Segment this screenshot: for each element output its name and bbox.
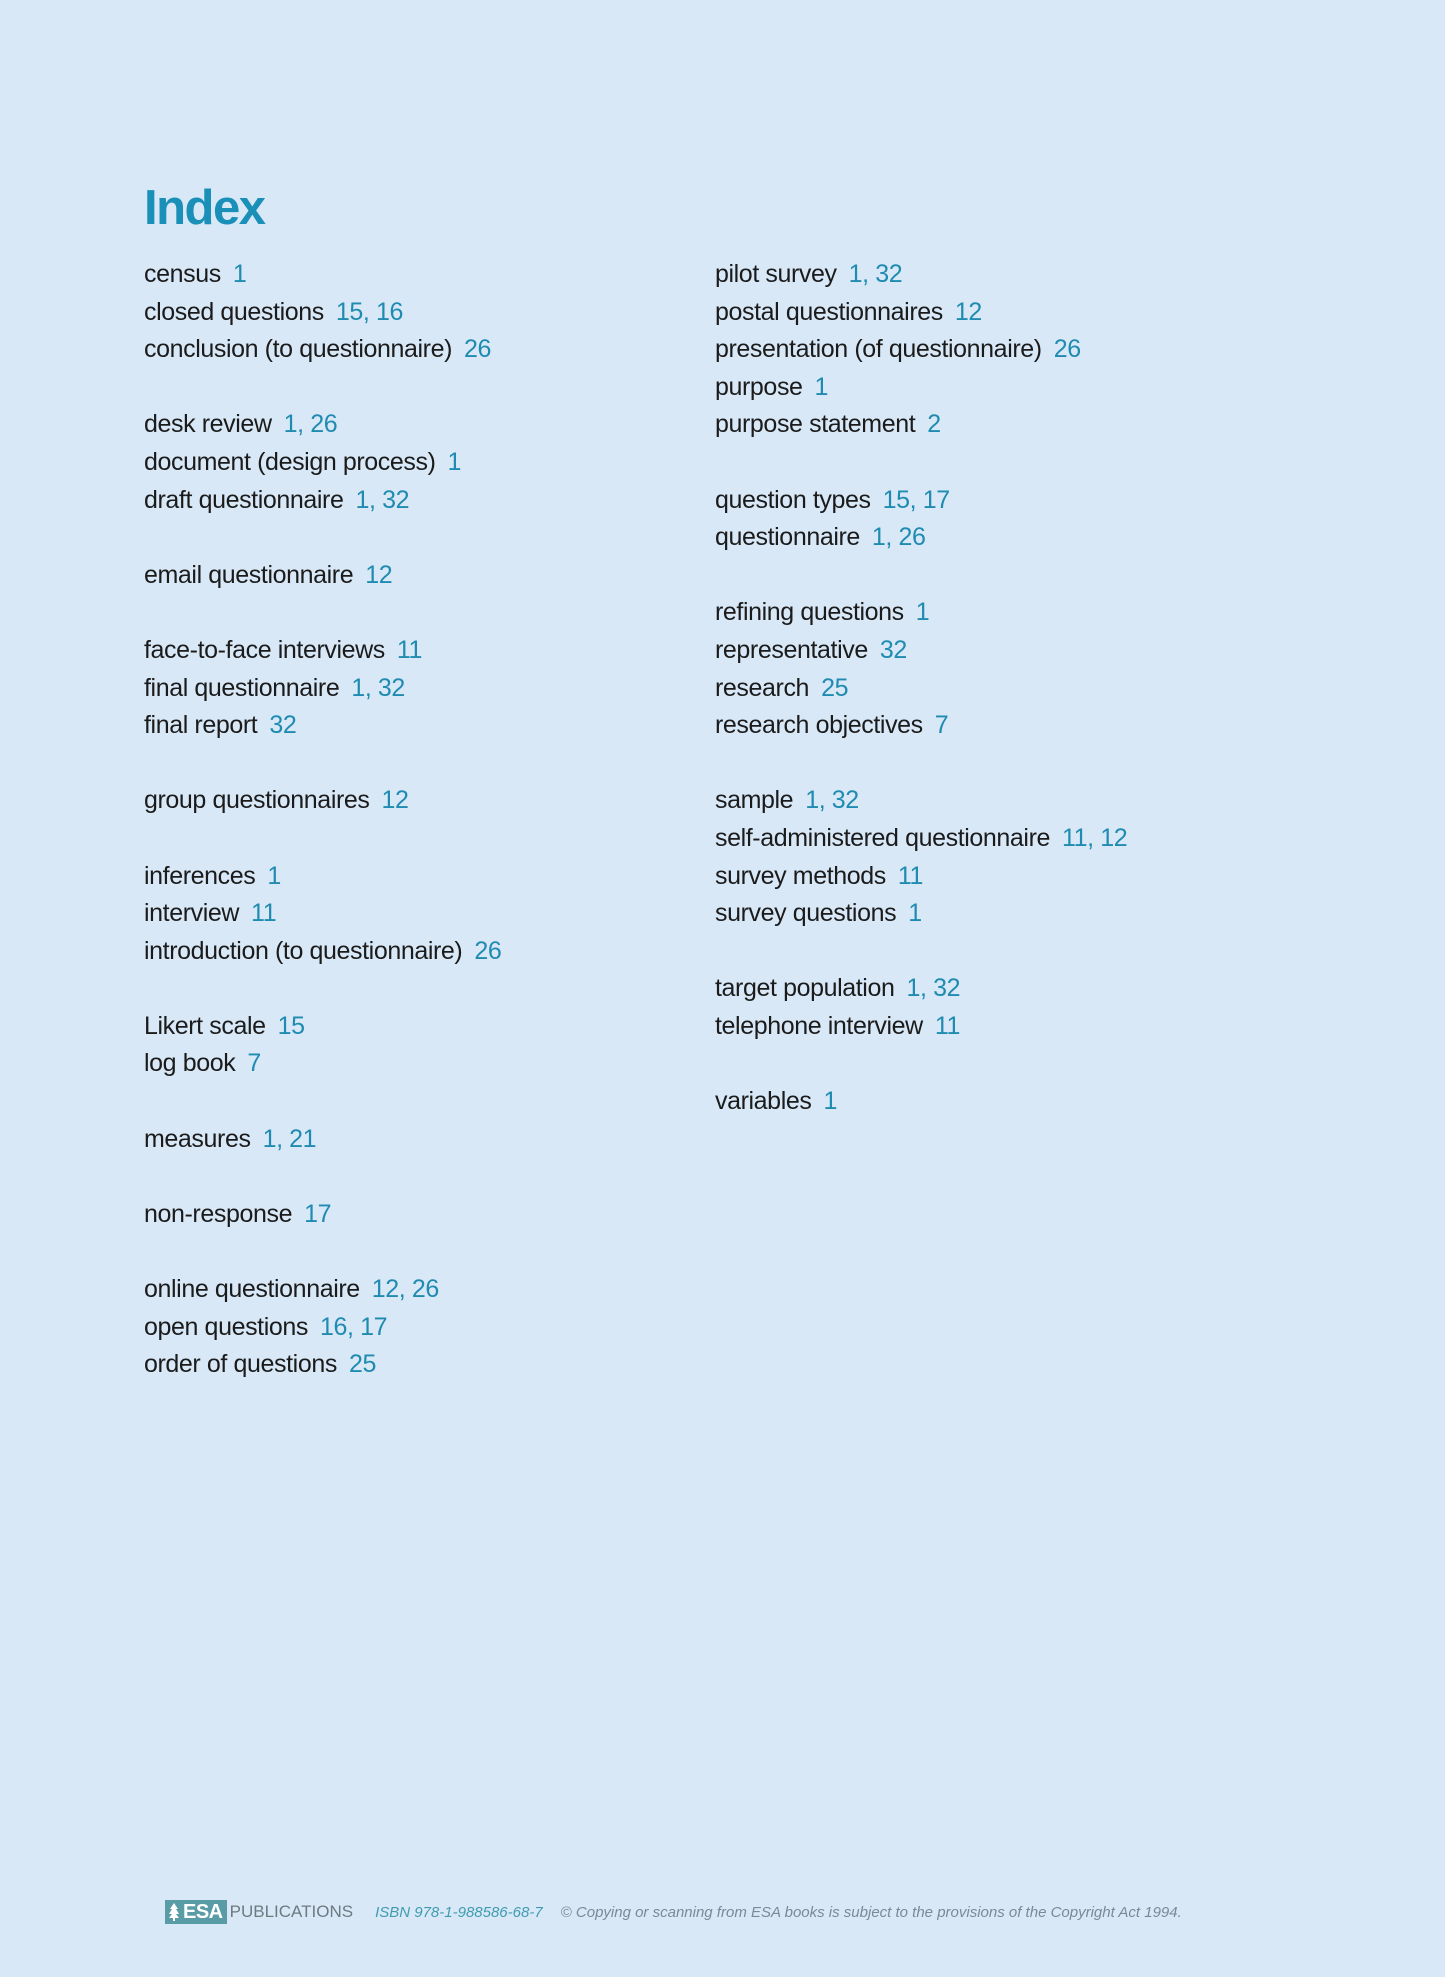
index-group [144,782,704,820]
logo-suffix: PUBLICATIONS [229,1902,354,1921]
index-page-numbers: 2 [927,410,941,439]
index-entry [144,1045,704,1083]
index-term: self-administered questionnaire [715,823,1051,852]
index-entry [715,331,1275,369]
index-page-numbers: 17 [304,1199,332,1228]
index-page-numbers: 12 [381,786,409,815]
index-page-numbers: 15 [277,1011,305,1040]
index-term: research [715,673,810,702]
index-term: survey methods [715,861,886,890]
index-group [715,482,1275,557]
index-entry [715,1083,1275,1121]
index-page-numbers: 12 [954,297,982,326]
index-page-numbers: 1, 26 [871,523,926,552]
index-group [144,1271,704,1384]
index-page-numbers: 7 [247,1049,261,1078]
index-term: final report [144,711,258,740]
index-entry [144,1196,704,1234]
index-entry [715,519,1275,557]
index-group [144,858,704,971]
index-term: measures [144,1124,251,1153]
index-page-numbers: 15, 17 [882,485,950,514]
index-entry [144,294,704,332]
index-term: log book [144,1049,236,1078]
index-term: introduction (to questionnaire) [144,936,463,965]
index-term: variables [715,1087,812,1116]
tree-icon [168,1902,180,1922]
index-term: draft questionnaire [144,485,344,514]
index-term: question types [715,485,871,514]
index-entry [144,670,704,708]
index-group [715,1083,1275,1121]
index-entry [715,594,1275,632]
index-entry [144,933,704,971]
index-entry [715,858,1275,896]
index-entry [144,707,704,745]
index-term: purpose statement [715,410,916,439]
index-column-right [715,256,1275,1158]
index-term: order of questions [144,1350,337,1379]
index-term: interview [144,899,240,928]
index-group [715,256,1275,444]
index-page-numbers: 1 [908,899,922,928]
index-page-numbers: 1, 26 [283,410,338,439]
index-page-numbers: 11, 12 [1062,823,1128,852]
index-entry [144,256,704,294]
index-term: inferences [144,861,256,890]
index-term: survey questions [715,899,897,928]
index-term: final questionnaire [144,673,340,702]
index-term: sample [715,786,794,815]
index-term: pilot survey [715,260,837,288]
index-page-numbers: 1, 32 [351,673,405,702]
index-entry [144,895,704,933]
index-page-numbers: 1 [814,372,829,401]
index-term: representative [715,635,868,664]
index-term: open questions [144,1312,308,1341]
page-title: Index [144,181,265,235]
index-page-numbers: 11 [934,1011,960,1040]
index-entry [144,1008,704,1046]
index-group [144,557,704,595]
index-page-numbers: 1, 21 [262,1124,317,1153]
index-term: desk review [144,410,272,439]
index-page-numbers: 32 [269,711,297,740]
index-page-numbers: 1 [232,260,247,288]
index-page-numbers: 12, 26 [371,1275,439,1304]
index-term: email questionnaire [144,560,354,589]
index-entry [144,1271,704,1309]
index-entry [715,632,1275,670]
index-entry [715,895,1275,933]
footer [165,1897,1182,1927]
index-term: group questionnaires [144,786,370,815]
index-entry [144,557,704,595]
index-entry [715,482,1275,520]
index-page-numbers: 16, 17 [319,1312,388,1341]
index-entry [144,782,704,820]
copyright-notice: © Copying or scanning from ESA books is subject to the provisions of the Copyright Act 1994. [560,1903,1182,1921]
publisher-logo [165,1899,353,1925]
index-term: face-to-face interviews [144,635,385,664]
index-term: closed questions [144,297,324,326]
index-group [144,1121,704,1159]
index-page-numbers: 25 [821,673,849,702]
index-entry [715,670,1275,708]
index-entry [715,970,1275,1008]
index-page-numbers: 26 [1053,335,1081,364]
index-entry [715,256,1275,294]
index-group [144,632,704,745]
index-term: research objectives [715,711,923,740]
index-group [144,406,704,519]
index-page-numbers: 15, 16 [335,297,403,326]
index-term: census [144,260,221,288]
index-entry [144,1121,704,1159]
index-term: online questionnaire [144,1275,360,1304]
index-group [715,782,1275,932]
index-entry [144,858,704,896]
isbn: ISBN 978-1-988586-68-7 [375,1903,543,1921]
index-entry [144,632,704,670]
index-term: telephone interview [715,1011,923,1040]
index-page-numbers: 11 [396,635,423,664]
index-term: conclusion (to questionnaire) [144,335,453,364]
index-term: postal questionnaires [715,297,943,326]
index-term: document (design process) [144,447,436,476]
index-group [144,1008,704,1083]
index-group [715,594,1275,744]
index-group [144,1196,704,1234]
index-page-numbers: 11 [251,899,277,928]
index-page-numbers: 1, 32 [355,485,410,514]
index-page-numbers: 26 [474,936,502,965]
index-term: Likert scale [144,1011,266,1040]
logo-mark: ESA [183,1900,223,1923]
index-term: purpose [715,372,803,401]
index-page-numbers: 1, 32 [906,974,961,1003]
index-term: presentation (of questionnaire) [715,335,1042,364]
index-entry [144,444,704,482]
index-group [715,970,1275,1045]
index-term: questionnaire [715,523,860,552]
index-group [144,256,704,369]
index-entry [715,1008,1275,1046]
index-page-numbers: 11 [897,861,924,890]
index-page-numbers: 1, 32 [805,786,859,815]
index-page-numbers: 1 [447,447,462,476]
index-page-numbers: 1, 32 [848,260,903,288]
index-page-numbers: 1 [823,1087,837,1116]
index-entry [144,1346,704,1384]
index-entry [144,331,704,369]
index-page-numbers: 25 [348,1350,376,1379]
index-entry [144,1309,704,1347]
index-entry [715,707,1275,745]
index-entry [144,406,704,444]
index-entry [144,482,704,520]
index-entry [715,782,1275,820]
index-entry [715,294,1275,332]
index-page-numbers: 7 [934,711,949,740]
index-entry [715,820,1275,858]
index-page-numbers: 1 [915,598,930,627]
logo-box [165,1900,227,1924]
index-term: refining questions [715,598,904,627]
index-page-numbers: 32 [879,635,907,664]
index-entry [715,369,1275,407]
index-page-numbers: 1 [267,861,281,890]
index-term: target population [715,974,895,1003]
index-page-numbers: 26 [464,335,492,364]
index-column-left [144,256,704,1421]
index-entry [715,406,1275,444]
index-page-numbers: 12 [365,560,393,589]
index-term: non-response [144,1199,293,1228]
